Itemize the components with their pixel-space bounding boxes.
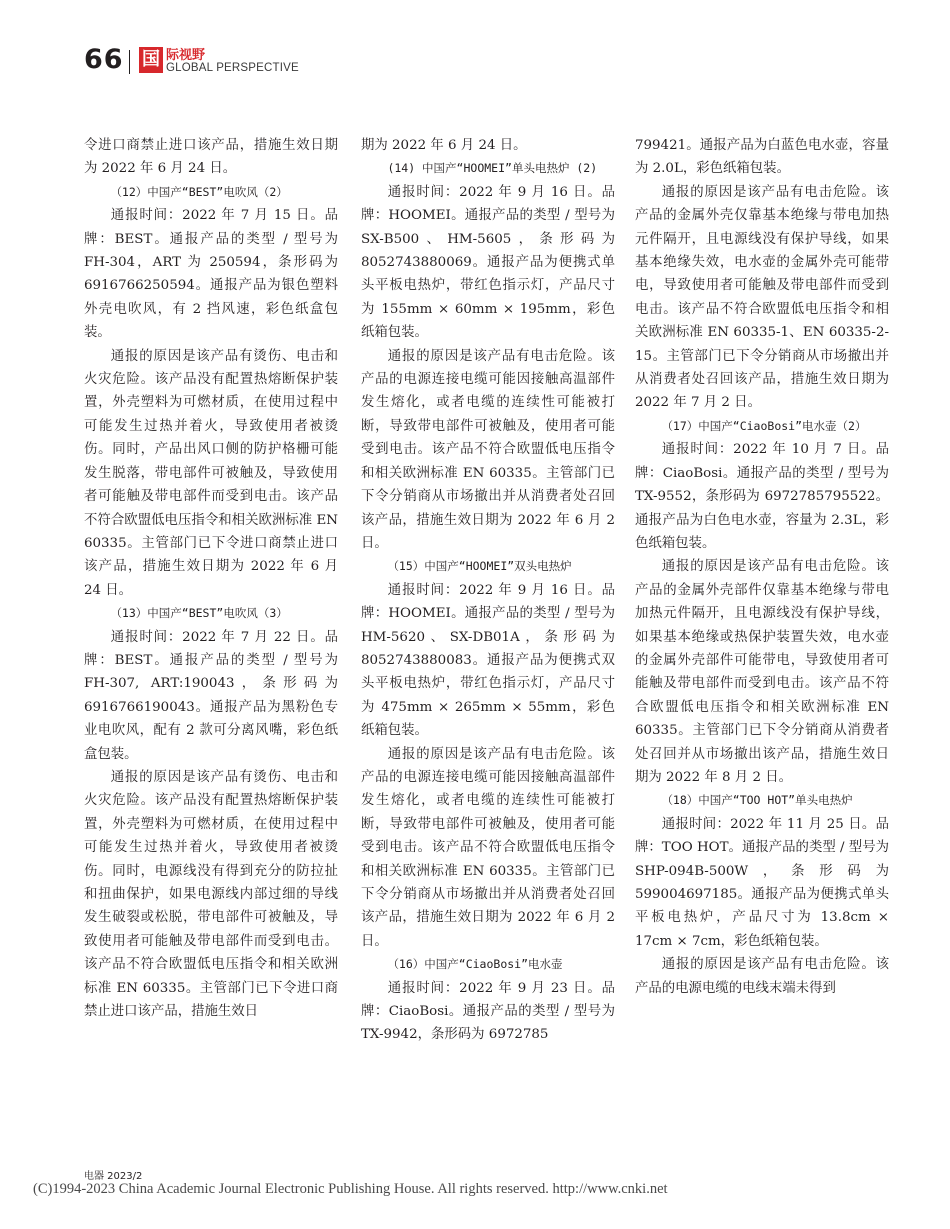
body-paragraph: 通报的原因是该产品有烫伤、电击和火灾危险。该产品没有配置热熔断保护装置，外壳塑料为可燃材质，在使用过程中可能发生过热并着火，导致使用者被烫伤。同时，产品出风口侧的防护格栅可能发生脱落，带电部件可被触及，导致使用者可能触及带电部件而受到电击。该产品不符合欧盟低电压指令和相关欧洲标准 EN 60335。主管部门已下令进口商禁止进口该产品，措施生效日期为 2022 年 6 月 24 日。 <box>84 348 338 598</box>
body-paragraph: 通报时间：2022 年 11 月 25 日。品牌：TOO HOT。通报产品的类型 / 型号为 SHP-094B-500W，条形码为 599004697185。通报产品为便携式单头平板电热炉，产品尺寸为 13.8cm × 17cm × 7cm，彩色纸箱包装。 <box>635 816 889 949</box>
item-heading: （17）中国产“CiaoBosi”电水壶（2） <box>661 418 867 433</box>
body-paragraph: 通报时间：2022 年 9 月 16 日。品牌：HOOMEI。通报产品的类型 / 型号为 SX-B500、HM-5605，条形码为 8052743880069。通报产品为便携式单头平板电热炉，带红色指示灯，产品尺寸为 155mm × 60mm × 195mm，彩色纸箱包装。 <box>361 184 615 341</box>
body-paragraph: 通报时间：2022 年 9 月 16 日。品牌：HOOMEI。通报产品的类型 / 型号为 HM-5620、SX-DB01A，条形码为 8052743880083。通报产品为便携式双头平板电热炉，带红色指示灯，产品尺寸为 475mm × 265mm × 55mm，彩色纸箱包装。 <box>361 582 615 739</box>
continued-paragraph: 799421。通报产品为白蓝色电水壶，容量为 2.0L，彩色纸箱包装。 <box>635 138 889 177</box>
body-paragraph: 通报的原因是该产品有电击危险。该产品的电源连接电缆可能因接触高温部件发生熔化，或者电缆的连续性可能被打断，导致带电部件可被触及，使用者可能受到电击。该产品不符合欧盟低电压指令和相关欧洲标准 EN 60335。主管部门已下令分销商从市场撤出并从消费者处召回该产品，措施生效日期为 2022 年 6 月 2 日。 <box>361 746 615 949</box>
body-paragraph: 通报的原因是该产品有电击危险。该产品的电源连接电缆可能因接触高温部件发生熔化，或者电缆的连续性可能被打断，导致带电部件可被触及，使用者可能受到电击。该产品不符合欧盟低电压指令和相关欧洲标准 EN 60335。主管部门已下令分销商从市场撤出并从消费者处召回该产品，措施生效日期为 2022 年 6 月 2 日。 <box>361 348 615 551</box>
body-paragraph: 通报的原因是该产品有电击危险。该产品的电源电缆的电线末端未得到 <box>635 957 889 996</box>
item-heading: （16）中国产“CiaoBosi”电水壶 <box>387 957 563 972</box>
header-divider <box>129 50 130 74</box>
body-paragraph: 通报时间：2022 年 7 月 15 日。品牌：BEST。通报产品的类型 / 型号为 FH-304，ART 为 250594，条形码为 6916766250594。通报产品为银色塑料外壳电吹风，有 2 挡风速，彩色纸盒包装。 <box>84 208 338 341</box>
continued-paragraph: 令进口商禁止进口该产品，措施生效日期为 2022 年 6 月 24 日。 <box>84 138 338 177</box>
body-paragraph: 通报时间：2022 年 10 月 7 日。品牌：CiaoBosi。通报产品的类型 / 型号为 TX-9552，条形码为 6972785795522。通报产品为白色电水壶，容量为 2.3L，彩色纸箱包装。 <box>635 442 889 551</box>
text-column-1 <box>84 134 338 1023</box>
body-paragraph: 通报时间：2022 年 9 月 23 日。品牌：CiaoBosi。通报产品的类型 / 型号为 TX-9942，条形码为 6972785 <box>361 980 615 1043</box>
continued-paragraph: 期为 2022 年 6 月 24 日。 <box>361 138 527 153</box>
item-heading: （13）中国产“BEST”电吹风（3） <box>110 606 288 621</box>
item-heading: （18）中国产“TOO HOT”单头电热炉 <box>661 793 853 808</box>
section-title-cn: 际视野 <box>166 48 206 63</box>
body-paragraph: 通报的原因是该产品有电击危险。该产品的金属外壳部件仅靠基本绝缘与带电加热元件隔开，且电源线没有保护导线，如果基本绝缘或热保护装置失效，电水壶的金属外壳部件可能带电，导致使用者可能触及带电部件而受到电击。该产品不符合欧盟低电压指令和相关欧洲标准 EN 60335。主管部门已下令分销商从消费者处召回并从市场撤出该产品，措施生效日期为 2022 年 8 月 2 日。 <box>635 559 889 785</box>
section-logo-icon: 国 <box>139 47 163 73</box>
body-paragraph: 通报时间：2022 年 7 月 22 日。品牌：BEST。通报产品的类型 / 型号为 FH-307, ART:190043，条形码为 6916766190043。通报产品为黑粉色专业电吹风，配有 2 款可分离风嘴，彩色纸盒包装。 <box>84 629 338 762</box>
page-header <box>84 42 384 82</box>
text-column-3 <box>635 134 889 1000</box>
section-title-en: GLOBAL PERSPECTIVE <box>166 62 299 74</box>
item-heading: （15）中国产“HOOMEI”双头电热炉 <box>387 559 572 574</box>
page-number: 66 <box>84 44 124 75</box>
text-column-2 <box>361 134 615 1047</box>
body-paragraph: 通报的原因是该产品有电击危险。该产品的金属外壳仅靠基本绝缘与带电加热元件隔开，且电源线没有保护导线，如果基本绝缘失效，电水壶的金属外壳可能带电，导致使用者可能触及带电部件而受到电击。该产品不符合欧盟低电压指令和相关欧洲标准 EN 60335-1、EN 60335-2-15。主管部门已下令分销商从市场撤出并从消费者处召回该产品，措施生效日期为 2022 年 7 月 2 日。 <box>635 184 889 411</box>
item-heading: （12）中国产“BEST”电吹风（2） <box>110 184 288 199</box>
body-paragraph: 通报的原因是该产品有烫伤、电击和火灾危险。该产品没有配置热熔断保护装置，外壳塑料为可燃材质，在使用过程中可能发生过热并着火，导致使用者被烫伤。同时，电源线没有得到充分的防拉扯和扭曲保护，如果电源线内部过细的导线发生破裂或松脱，带电部件可被触及，导致使用者可能触及带电部件而受到电击。该产品不符合欧盟低电压指令和相关欧洲标准 EN 60335。主管部门已下令进口商禁止进口该产品，措施生效日 <box>84 769 338 1020</box>
copyright-notice: (C)1994-2023 China Academic Journal Electronic Publishing House. All rights reserved. http://www.cnki.net <box>33 1181 668 1197</box>
item-heading: (14) 中国产“HOOMEI”单头电热炉 (2) <box>387 161 598 176</box>
journal-issue: 电器 2023/2 <box>84 1171 143 1182</box>
